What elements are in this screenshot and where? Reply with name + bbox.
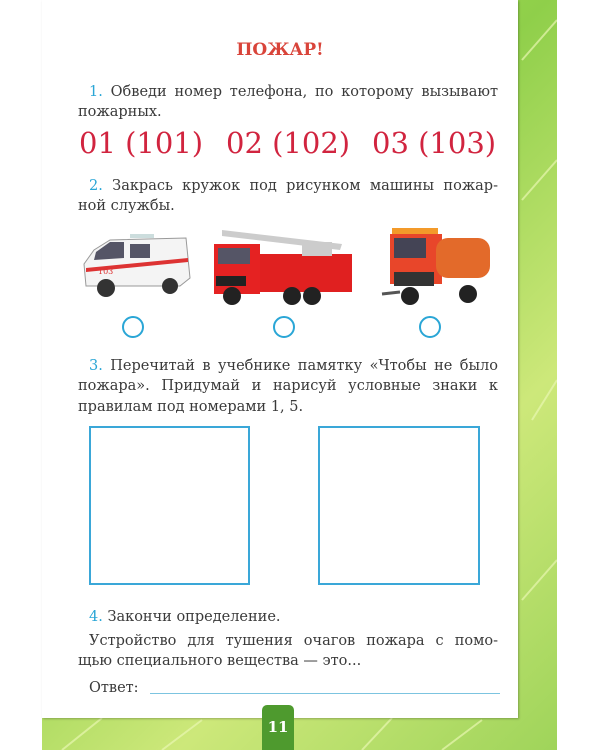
task4-text (89, 607, 489, 628)
task1-text (78, 82, 498, 103)
task3-line1: Перечитай в учебнике памятку «Чтобы не было (110, 358, 498, 374)
task-number: 2. (89, 178, 103, 194)
answer-label: Ответ: (89, 680, 139, 696)
task-number: 3. (89, 358, 103, 374)
drawing-box-rule-1[interactable] (89, 426, 250, 585)
drawing-box-rule-5[interactable] (318, 426, 480, 585)
task3-line2: пожара». Придумай и нарисуй условные знаки к (78, 378, 498, 394)
select-circle-fire-truck[interactable] (273, 316, 295, 338)
ambulance-label: 103 (98, 267, 114, 276)
page-number: 11 (262, 705, 294, 750)
task1-line2: пожарных. (78, 104, 162, 120)
fire-truck-image (212, 216, 352, 306)
task-number: 4. (89, 609, 103, 625)
task3-line3: правилам под номерами 1, 5. (78, 399, 304, 415)
select-circle-tanker[interactable] (419, 316, 441, 338)
task3-text (78, 356, 498, 377)
task1-line1: Обведи номер телефона, по которому вызывают (110, 84, 499, 100)
task-number: 1. (89, 84, 103, 100)
tanker-truck-image (380, 222, 492, 308)
task2-text (78, 176, 498, 197)
answer-line[interactable] (150, 693, 500, 694)
task2-line2: ной службы. (78, 198, 175, 214)
phone-option-01[interactable]: 01 (101) (79, 126, 204, 160)
task4-line2: Устройство для тушения очагов пожара с помо- (89, 633, 498, 649)
task4-line1: Закончи определение. (107, 609, 281, 625)
phone-option-02[interactable]: 02 (102) (226, 126, 351, 160)
select-circle-ambulance[interactable] (122, 316, 144, 338)
workbook-page (42, 0, 518, 718)
task2-line1: Закрась кружок под рисунком машины пожар- (112, 178, 498, 194)
ambulance-image (80, 228, 192, 300)
phone-option-03[interactable]: 03 (103) (372, 126, 497, 160)
page-title: ПОЖАР! (236, 40, 324, 60)
task4-line3: щью специального вещества — это... (78, 653, 362, 669)
